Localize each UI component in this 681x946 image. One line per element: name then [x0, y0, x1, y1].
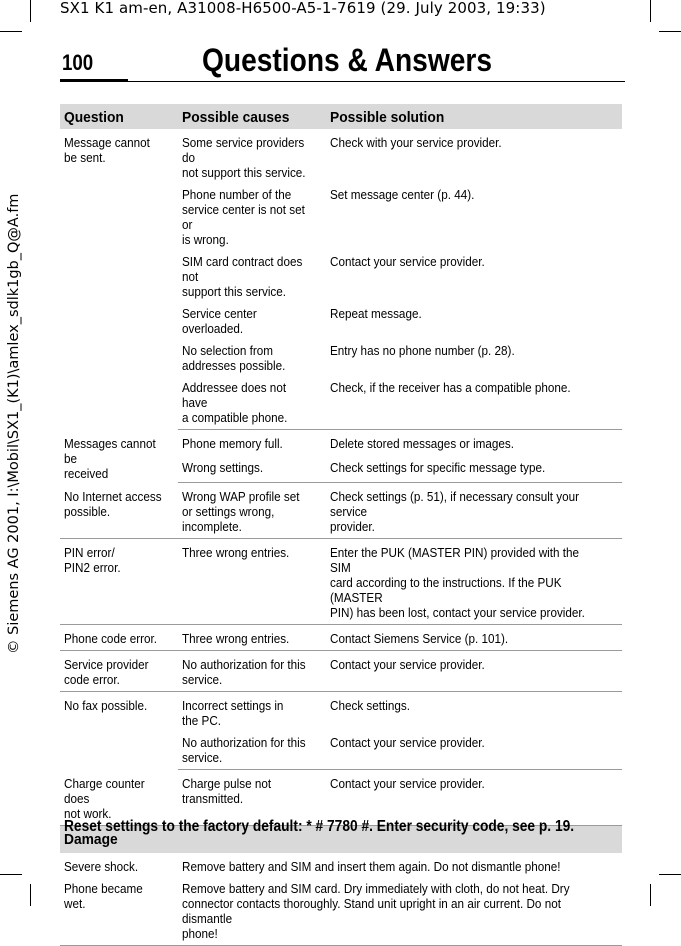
solution-cell: Contact your service provider. [326, 730, 622, 770]
solution-cell: Check settings for specific message type. [326, 455, 622, 482]
crop-mark [0, 874, 22, 875]
damage-section [60, 825, 622, 945]
crop-mark [30, 0, 31, 22]
question-cell: Phone code error. [60, 625, 178, 651]
solution-cell: Check with your service provider. [330, 135, 502, 150]
table-row [60, 770, 622, 826]
cause-cell: Service center overloaded. [182, 306, 257, 336]
table-row [60, 876, 622, 946]
cause-cell: No authorization for this service. [178, 651, 326, 692]
table-row [60, 853, 622, 876]
cause-cell: No authorization for this service. [178, 730, 326, 770]
table-row [60, 129, 622, 182]
cause-cell: Incorrect settings in the PC. [182, 698, 284, 728]
crop-mark [650, 0, 651, 22]
table-row [60, 430, 622, 456]
table-header-row [60, 104, 622, 129]
column-header: Question [60, 104, 178, 129]
solution-cell: Remove battery and SIM card. Dry immediately with cloth, do not heat. Dry connector contacts thoroughly. Stand unit upright in an air current. Do not dismantle phone! [178, 876, 622, 946]
cause-cell: Three wrong entries. [178, 625, 326, 651]
solution-cell: Check settings (p. 51), if necessary consult your service provider. [326, 483, 622, 539]
cause-cell: Some service providers do not support this service. [182, 135, 306, 180]
question-cell: Severe shock. [64, 858, 139, 874]
solution-cell: Entry has no phone number (p. 28). [330, 343, 515, 358]
table-row [60, 539, 622, 625]
section-header: Damage [60, 825, 622, 853]
cause-cell: No selection from addresses possible. [182, 343, 286, 373]
question-cell: Phone became wet. [60, 876, 178, 946]
cause-cell: Phone number of the service center is not set or is wrong. [182, 187, 305, 247]
cause-cell: Three wrong entries. [178, 539, 326, 625]
solution-cell: Contact your service provider. [326, 651, 622, 692]
question-cell: Service provider code error. [60, 651, 178, 692]
question-cell: Message cannot be sent. [64, 135, 150, 165]
header-rule [60, 81, 625, 82]
solution-cell: Contact your service provider. [330, 254, 485, 269]
crop-mark [30, 884, 31, 906]
crop-mark [659, 31, 681, 32]
cause-cell: Phone memory full. [182, 436, 283, 451]
table-row [60, 625, 622, 651]
question-cell: PIN error/ PIN2 error. [60, 539, 178, 625]
question-cell: No fax possible. [64, 698, 148, 713]
qa-table-body [60, 129, 622, 825]
solution-cell: Check settings. [330, 698, 410, 713]
crop-mark [0, 31, 22, 32]
question-cell: Charge counter does not work. [60, 770, 178, 826]
table-row [60, 651, 622, 692]
file-header: SX1 K1 am-en, A31008-H6500-A5-1-7619 (29. July 2003, 19:33) [60, 0, 546, 17]
cause-cell: Wrong settings. [178, 455, 326, 482]
cause-cell: SIM card contract does not support this service. [182, 254, 303, 299]
copyright-side-text: © Siemens AG 2001, I:\Mobil\SX1_(K1)\amlex_sdlk1gb_Q@A.fm [6, 193, 22, 654]
table-row [60, 692, 622, 731]
cause-cell: Charge pulse not transmitted. [178, 770, 326, 826]
crop-mark [650, 884, 651, 906]
reset-note: Reset settings to the factory default: * # 7780 #. Enter security code, see p. 19. [64, 818, 575, 835]
solution-cell: Contact your service provider. [326, 770, 622, 826]
solution-cell: Repeat message. [330, 306, 422, 321]
question-cell: No Internet access possible. [60, 483, 178, 539]
question-cell: Messages cannot be received [64, 435, 156, 481]
solution-cell: Set message center (p. 44). [330, 187, 475, 202]
solution-cell: Check, if the receiver has a compatible phone. [326, 375, 622, 430]
solution-cell: Enter the PUK (MASTER PIN) provided with the SIM card according to the instructions. If the PUK (MASTER PIN) has been lost, contact your service provider. [326, 539, 622, 625]
page-title: Questions & Answers [202, 42, 493, 78]
cause-cell: Wrong WAP profile set or settings wrong, incomplete. [178, 483, 326, 539]
column-header: Possible causes [178, 104, 326, 129]
cause-cell: Addressee does not have a compatible phone. [178, 375, 326, 430]
page-number: 100 [62, 50, 94, 75]
column-header: Possible solution [326, 104, 622, 129]
table-row [60, 483, 622, 539]
solution-cell: Contact Siemens Service (p. 101). [326, 625, 622, 651]
crop-mark [659, 874, 681, 875]
solution-cell: Delete stored messages or images. [330, 436, 515, 451]
solution-cell: Remove battery and SIM and insert them again. Do not dismantle phone! [182, 858, 561, 874]
